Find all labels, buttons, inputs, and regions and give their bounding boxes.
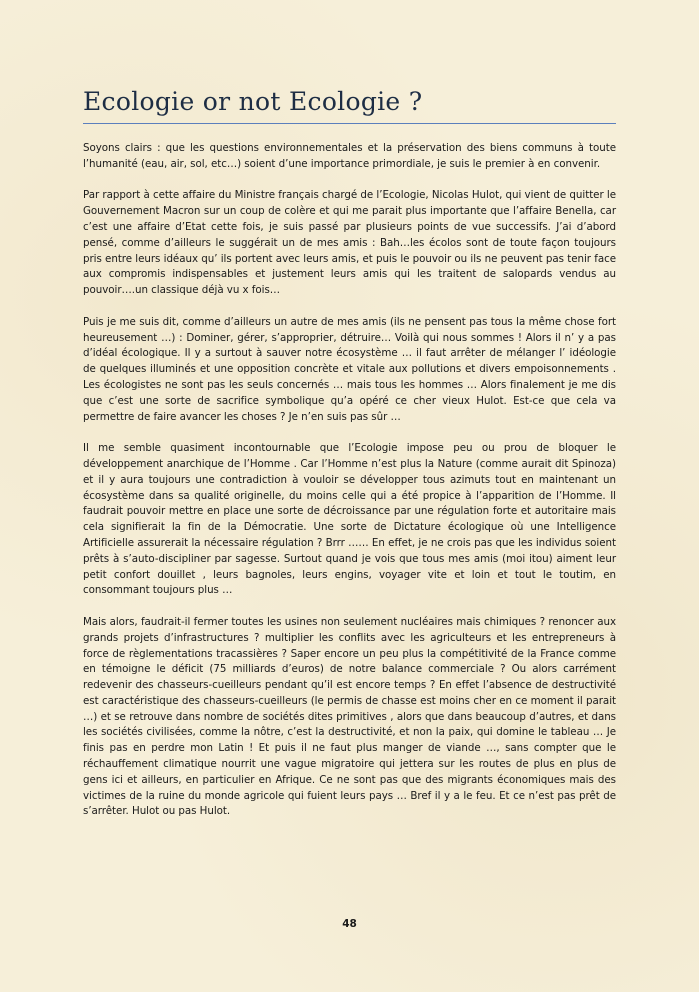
title-divider xyxy=(83,123,616,124)
paragraph-4: Il me semble quasiment incontournable que l’Ecologie impose peu ou prou de bloquer le développement anarchique de l’Homme . Car l’Homme n’est plus la Nature (comme aurait dit Spinoza) et il y aura toujours une contradiction à vouloir se développer tous azimuts tout en maintenant un écosystème dans sa qualité originelle, du moins celle qui a été propice à l’apparition de l’Homme. Il faudrait pouvoir mettre en place une sorte de décroissance par une régulation forte et autoritaire mais cela signifierait la fin de la Démocratie. Une sorte de Dictature écologique où une Intelligence Artificielle assurerait la nécessaire régulation ? Brrr …… En effet, je ne crois pas que les individus soient prêts à s’auto-discipliner par sagesse. Surtout quand je vois que tous mes amis (moi itou) aiment leur petit confort douillet , leurs bagnoles, leurs engins, voyager vite et loin et tout le toutim, en consommant toujours plus … xyxy=(83,442,616,597)
page-content xyxy=(83,86,616,836)
paragraph-3: Puis je me suis dit, comme d’ailleurs un autre de mes amis (ils ne pensent pas tous la même chose fort heureusement …) : Dominer, gérer, s’approprier, détruire… Voilà qui nous sommes ! Alors il n’ y a pas d’idéal écologique. Il y a surtout à sauver notre écosystème … il faut arrêter de mélanger l’ idéologie de quelques illuminés et une opposition concrète et vitale aux pollutions et divers empoisonnements . Les écologistes ne sont pas les seuls concernés … mais tous les hommes … Alors finalement je me dis que c’est une sorte de sacrifice symbolique qu’a opéré ce cher vieux Hulot. Est-ce que cela va permettre de faire avancer les choses ? Je n’en suis pas sûr … xyxy=(83,315,616,423)
paragraph-1: Soyons clairs : que les questions environnementales et la préservation des biens communs à toute l’humanité (eau, air, sol, etc…) soient d’une importance primordiale, je suis le premier à en convenir. xyxy=(83,142,616,170)
page-title: Ecologie or not Ecologie ? xyxy=(83,87,423,116)
page-number: 48 xyxy=(342,918,357,930)
article-body xyxy=(83,141,616,820)
paragraph-2: Par rapport à cette affaire du Ministre français chargé de l’Ecologie, Nicolas Hulot, qui vient de quitter le Gouvernement Macron sur un coup de colère et qui me parait plus importante que l’affaire Benella, car c’est une affaire d’Etat cette fois, je suis passé par plusieurs points de vue successifs. J’ai d’abord pensé, comme d’ailleurs le suggérait un de mes amis : Bah…les écolos sont de toute façon toujours pris entre leurs idéaux qu’ ils portent avec leurs amis, et puis le pouvoir ou ils ne peuvent pas tenir face aux compromis indispensables et justement leurs amis qui les traitent de salopards vendus au pouvoir….un classique déjà vu x fois… xyxy=(83,189,616,297)
paragraph-5: Mais alors, faudrait-il fermer toutes les usines non seulement nucléaires mais chimiques ? renoncer aux grands projets d’infrastructures ? multiplier les conflits avec les agriculteurs et les entrepreneurs à force de règlementations tracassières ? Saper encore un peu plus la compétitivité de la France comme en témoigne le déficit (75 milliards d’euros) de notre balance commerciale ? Ou alors carrément redevenir des chasseurs-cueilleurs pendant qu’il est encore temps ? En effet l’absence de destructivité est caractéristique des chasseurs-cueilleurs (le permis de chasse est moins cher en ce moment il parait …) et se retrouve dans nombre de sociétés dites primitives , alors que dans beaucoup d’autres, et dans les sociétés civilisées, comme la nôtre, c’est la destructivité, et non la paix, qui domine le tableau … Je finis pas en perdre mon Latin ! Et puis il ne faut plus manger de viande …, sans compter que le réchauffement climatique nourrit une vague migratoire qui jettera sur les routes de plus en plus de gens ici et ailleurs, en particulier en Afrique. Ce ne sont pas que des migrants économiques mais des victimes de la ruine du monde agricole qui fuient leurs pays … Bref il y a le feu. Et ce n’est pas prêt de s’arrêter. Hulot ou pas Hulot. xyxy=(83,615,616,818)
